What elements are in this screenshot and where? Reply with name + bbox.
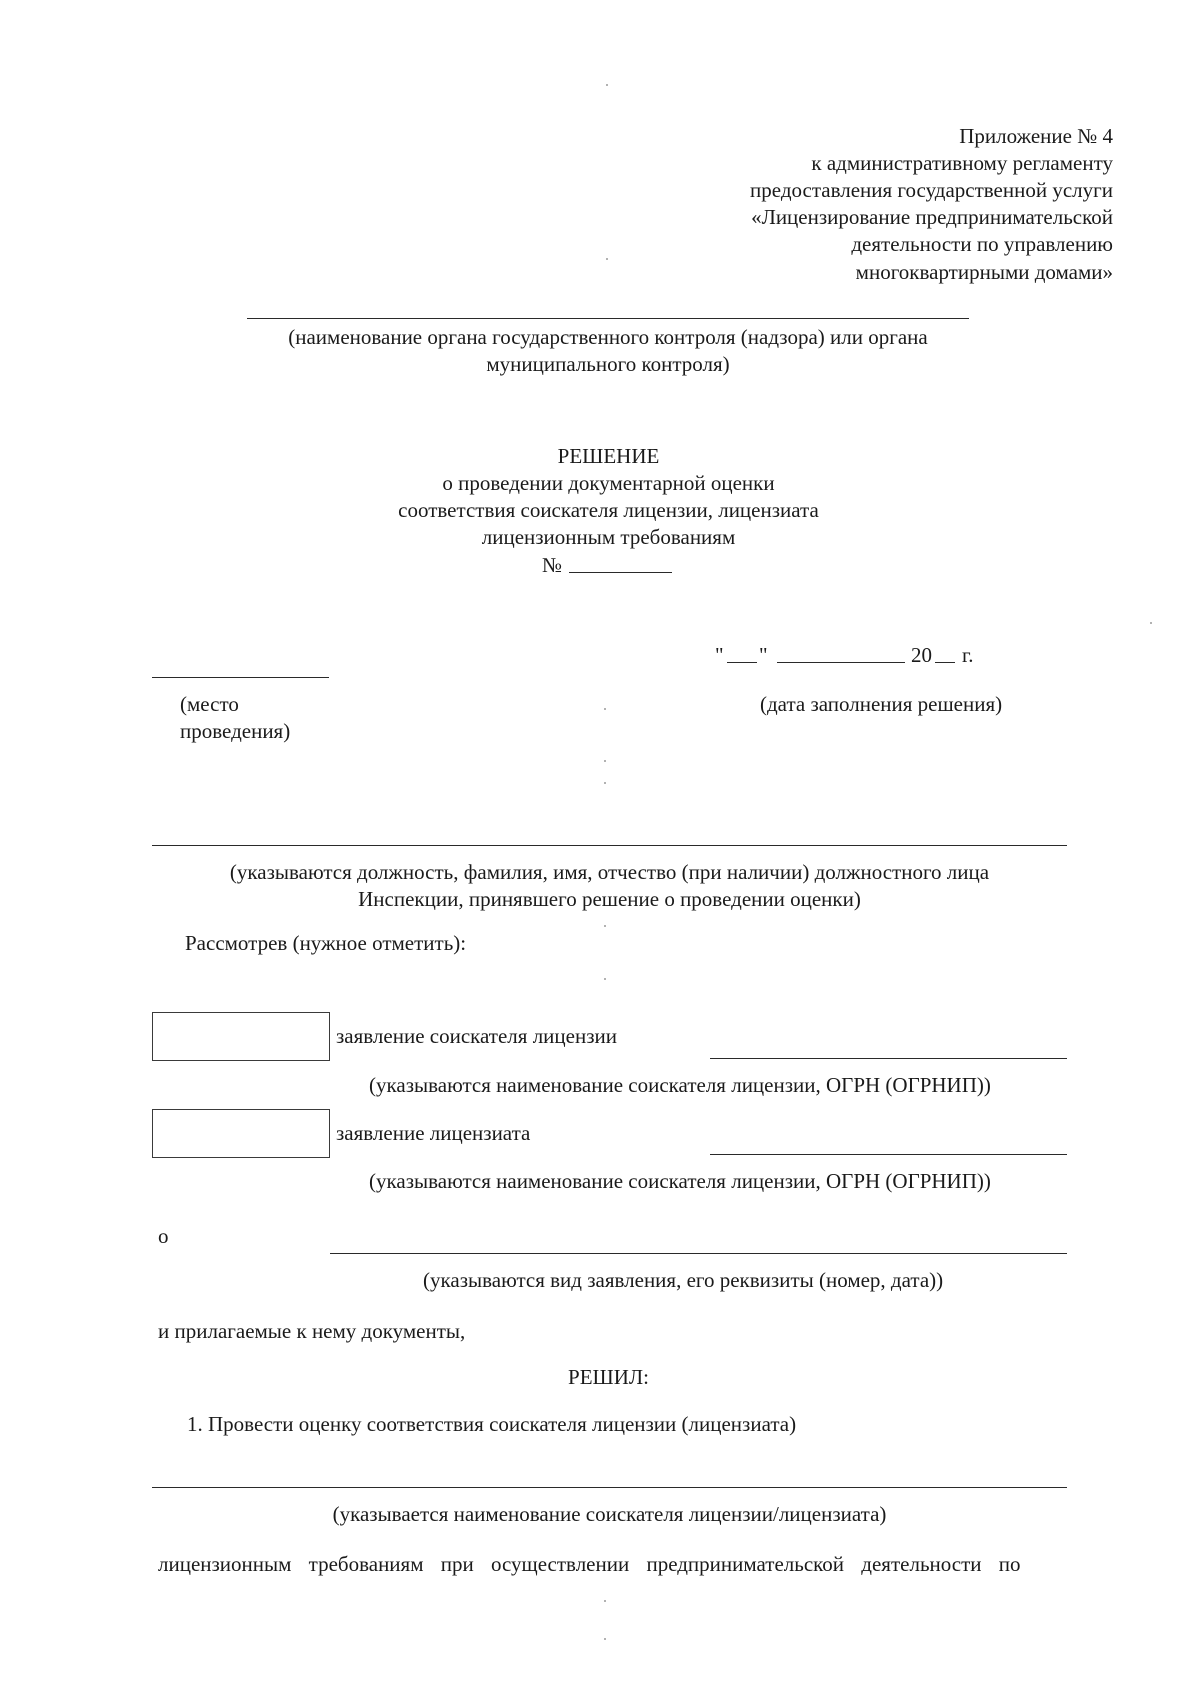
scan-speck xyxy=(606,258,608,260)
about-caption: (указываются вид заявления, его реквизиты (номер, дата)) xyxy=(423,1268,944,1292)
decision-label: РЕШИЛ: xyxy=(568,1365,649,1389)
entity-name-line[interactable] xyxy=(152,1487,1067,1488)
date-year-prefix: 20 xyxy=(911,643,932,667)
appendix-line-6: многоквартирными домами» xyxy=(855,260,1113,284)
official-caption-line-2: Инспекции, принявшего решение о проведении оценки) xyxy=(358,887,861,911)
scan-speck xyxy=(606,84,608,86)
date-day-line[interactable] xyxy=(727,662,757,663)
applicant-name-line[interactable] xyxy=(710,1058,1067,1059)
date-quote-close: " xyxy=(759,643,768,667)
authority-caption-line-1: (наименование органа государственного контроля (надзора) или органа xyxy=(288,325,928,349)
appendix-line-4: «Лицензирование предпринимательской xyxy=(751,205,1113,229)
licensee-checkbox[interactable] xyxy=(152,1109,330,1158)
scan-speck xyxy=(604,925,606,927)
number-line[interactable] xyxy=(569,572,672,573)
applicant-option-label: заявление соискателя лицензии xyxy=(336,1024,617,1048)
scan-speck xyxy=(604,978,606,980)
decision-item-1: 1. Провести оценку соответствия соискателя лицензии (лицензиата) xyxy=(187,1412,797,1436)
appendix-line-1: Приложение № 4 xyxy=(959,124,1113,148)
appendix-line-5: деятельности по управлению xyxy=(851,232,1113,256)
date-caption: (дата заполнения решения) xyxy=(760,692,1003,716)
about-line[interactable] xyxy=(330,1253,1067,1254)
licensee-name-line[interactable] xyxy=(710,1154,1067,1155)
title-main: РЕШЕНИЕ xyxy=(557,444,660,468)
considered-label: Рассмотрев (нужное отметить): xyxy=(185,931,467,955)
appendix-line-3: предоставления государственной услуги xyxy=(750,178,1113,202)
decision-continuation: лицензионным требованиям при осуществлении предпринимательской деятельности по xyxy=(158,1552,1021,1576)
title-line-2: соответствия соискателя лицензии, лицензиата xyxy=(398,498,819,522)
date-year-line[interactable] xyxy=(935,662,955,663)
about-prefix: о xyxy=(158,1224,169,1248)
applicant-checkbox[interactable] xyxy=(152,1012,330,1061)
scan-speck xyxy=(604,782,606,784)
scan-speck xyxy=(1150,622,1152,624)
official-line[interactable] xyxy=(152,845,1067,846)
place-caption-line-1: (место xyxy=(180,692,239,716)
number-label: № xyxy=(542,553,563,577)
title-line-3: лицензионным требованиям xyxy=(481,525,736,549)
authority-name-line[interactable] xyxy=(247,318,969,319)
date-quote-open: " xyxy=(715,643,724,667)
place-line[interactable] xyxy=(152,677,329,678)
date-year-suffix: г. xyxy=(962,643,974,667)
entity-name-caption: (указывается наименование соискателя лицензии/лицензиата) xyxy=(332,1502,887,1526)
authority-caption-line-2: муниципального контроля) xyxy=(486,352,730,376)
scan-speck xyxy=(604,708,606,710)
appendix-line-2: к административному регламенту xyxy=(811,151,1113,175)
title-line-1: о проведении документарной оценки xyxy=(442,471,775,495)
scan-speck xyxy=(604,760,606,762)
scan-speck xyxy=(604,1600,606,1602)
licensee-option-label: заявление лицензиата xyxy=(336,1121,531,1145)
place-caption-line-2: проведения) xyxy=(180,719,291,743)
applicant-caption: (указываются наименование соискателя лицензии, ОГРН (ОГРНИП)) xyxy=(369,1073,991,1097)
attached-text: и прилагаемые к нему документы, xyxy=(158,1319,466,1343)
scan-speck xyxy=(604,1638,606,1640)
date-month-line[interactable] xyxy=(777,662,905,663)
licensee-caption: (указываются наименование соискателя лицензии, ОГРН (ОГРНИП)) xyxy=(369,1169,991,1193)
official-caption-line-1: (указываются должность, фамилия, имя, отчество (при наличии) должностного лица xyxy=(229,860,990,884)
